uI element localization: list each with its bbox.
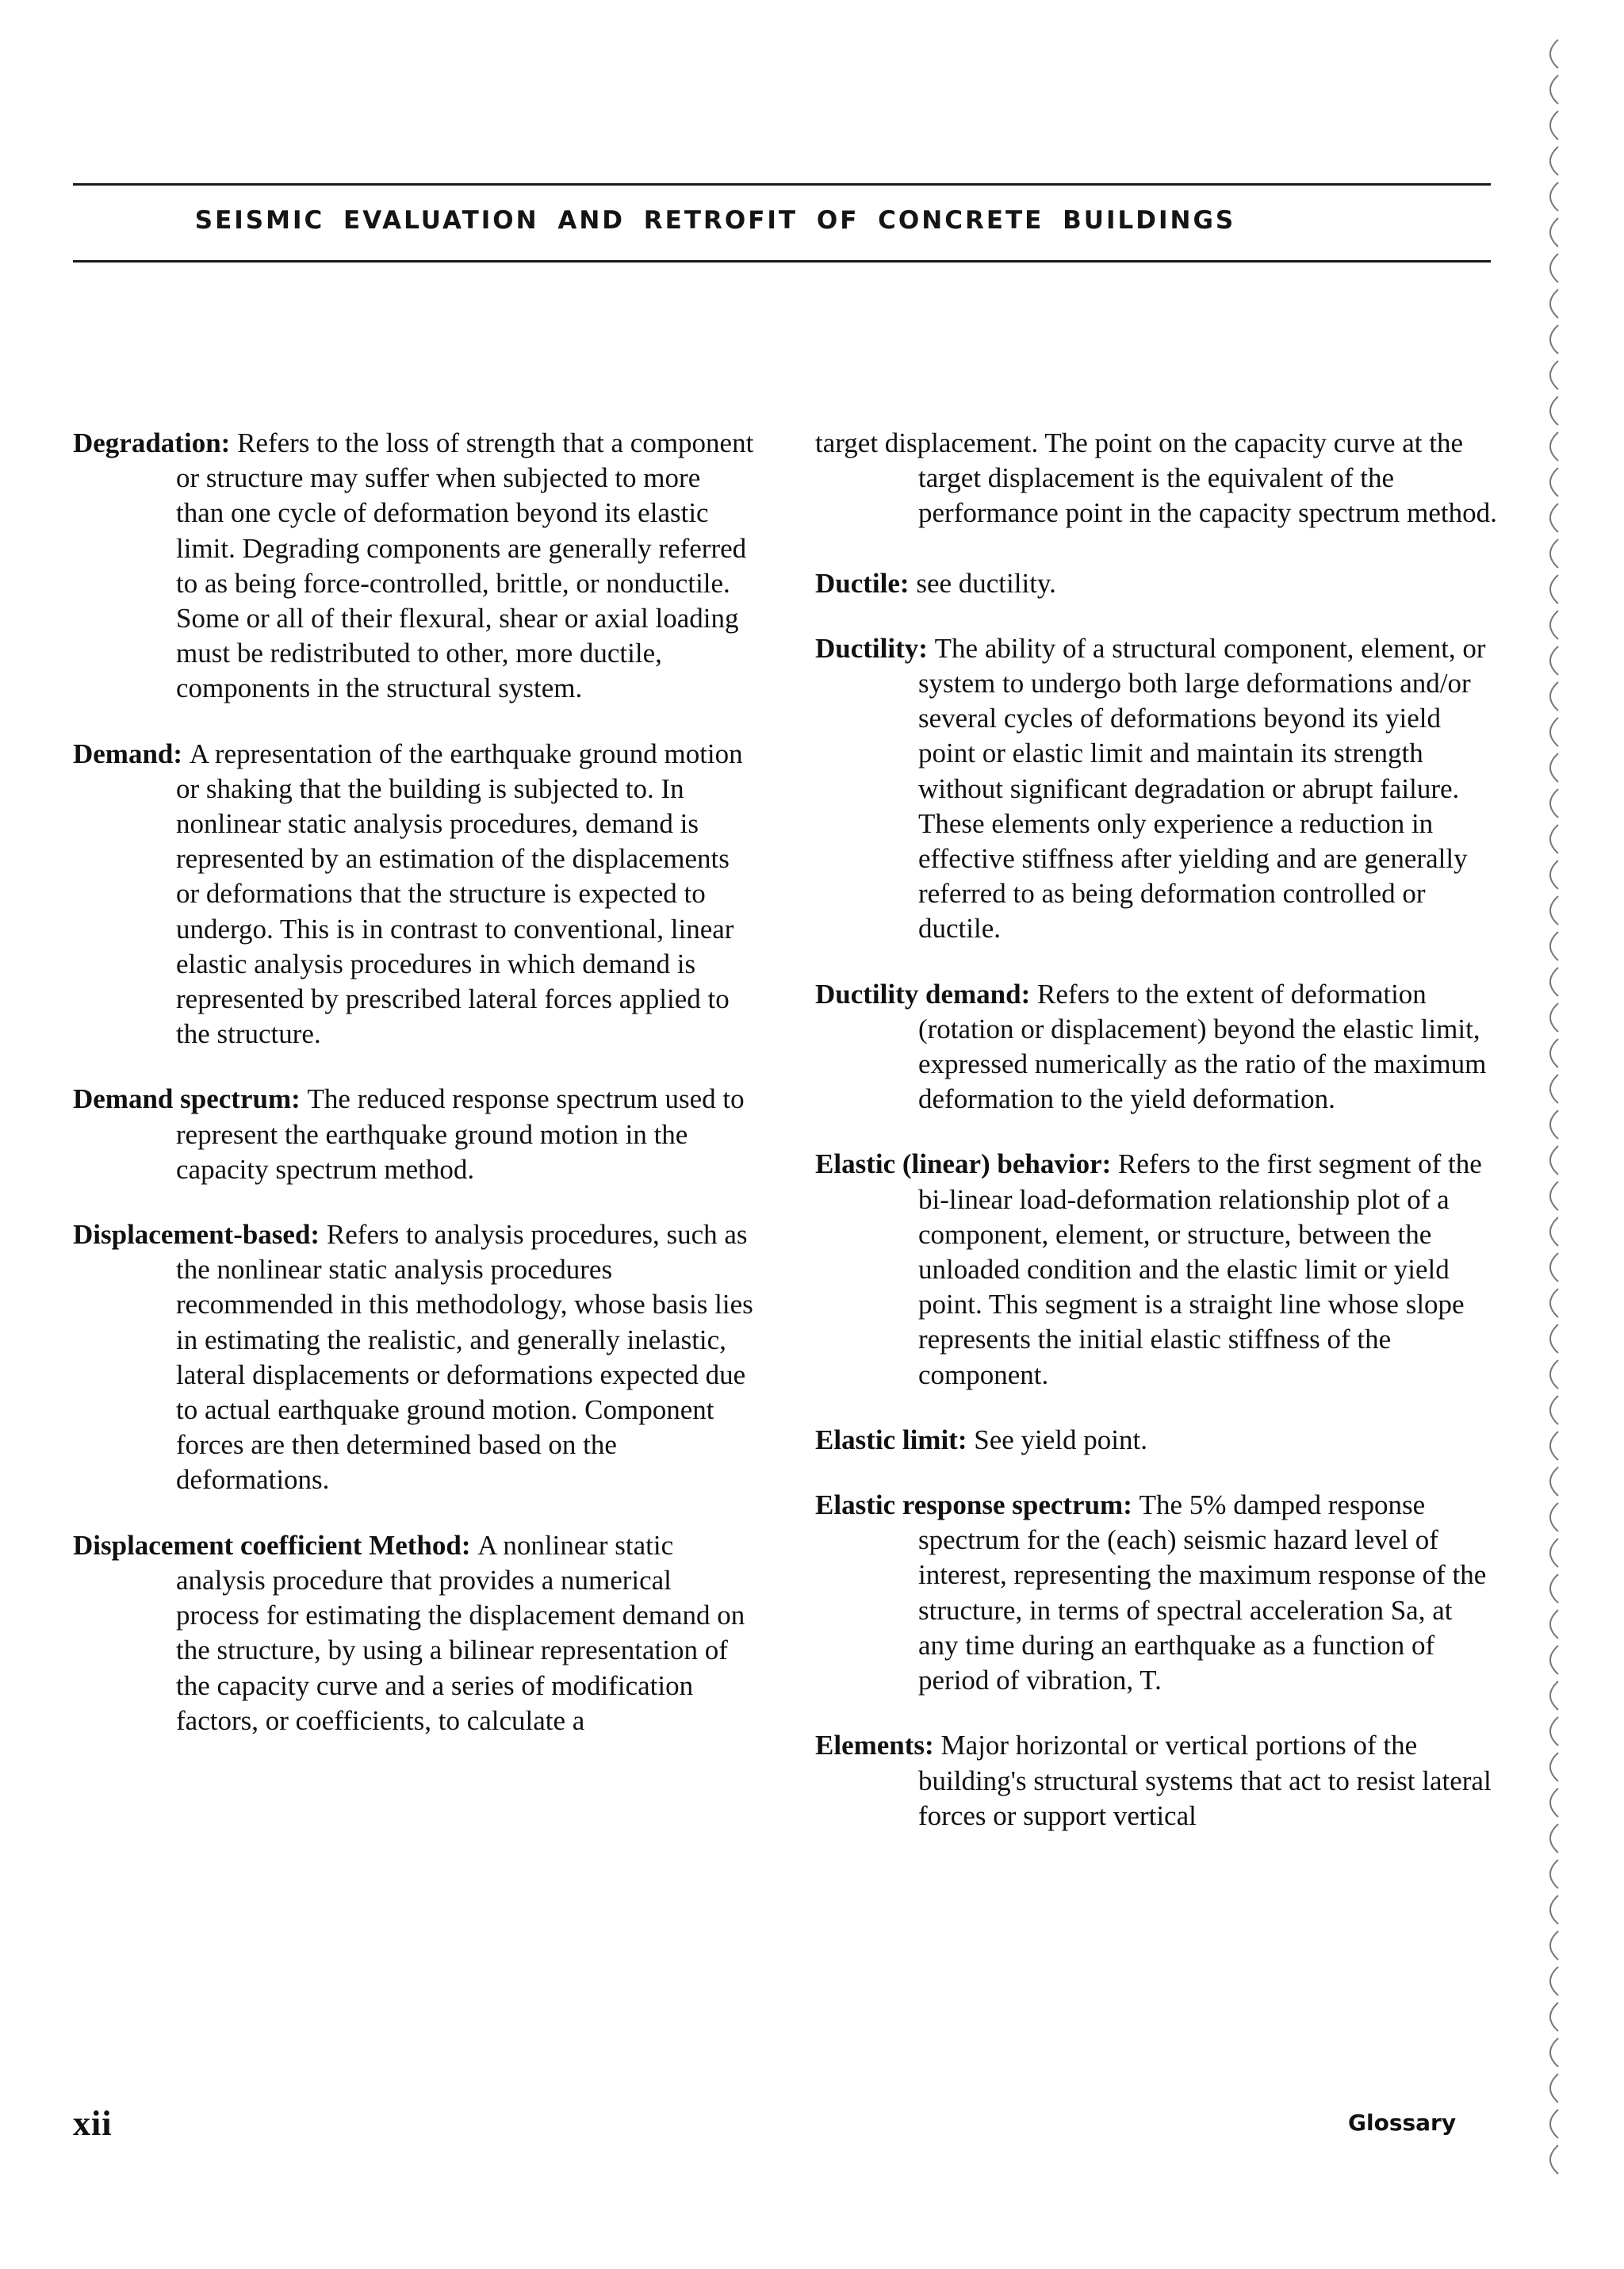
binding-hole-mark [1550,1075,1558,1103]
binding-hole-mark [1550,147,1558,175]
glossary-definition: Major horizontal or vertical portions of the building's structural systems that act to resist lateral forces or support vertical [918,1730,1492,1831]
binding-hole-mark [1550,1432,1558,1460]
binding-hole-mark [1550,2038,1558,2067]
glossary-entry-displacement-coefficient-method [73,1528,755,1738]
binding-hole-mark [1550,646,1558,675]
binding-hole-mark [1550,1003,1558,1032]
glossary-entry-degradation [73,426,755,707]
footer-section-name: Glossary [1348,2110,1457,2136]
spiral-binding-edge [1534,24,1606,2252]
binding-hole-mark [1550,1895,1558,1924]
binding-hole-mark [1550,218,1558,247]
binding-hole-mark [1550,682,1558,711]
binding-hole-mark [1550,111,1558,140]
glossary-term: Ductility demand: [815,978,1031,1010]
binding-hole-mark [1550,504,1558,532]
glossary-definition: A representation of the earthquake ground motion or shaking that the building is subjected to. In nonlinear static analysis procedures, demand is represented by an estimation of the displacements or deformations that the structure is expected to undergo. This is in contrast to conventional, linear elastic analysis procedures in which demand is represented by prescribed lateral forces applied to the structure. [176,738,743,1050]
glossary-definition: The reduced response spectrum used to represent the earthquake ground motion in the capacity spectrum method. [176,1083,745,1185]
binding-hole-mark [1550,1324,1558,1353]
glossary-definition: see ductility. [916,567,1056,599]
glossary-term: Displacement coefficient Method: [73,1529,471,1561]
binding-hole-mark [1550,1217,1558,1246]
binding-hole-mark [1550,1574,1558,1603]
glossary-entry-demand [73,737,755,1052]
binding-hole-mark [1550,1646,1558,1674]
binding-hole-mark [1550,1539,1558,1567]
glossary-term: Displacement-based: [73,1219,320,1251]
glossary-entry-demand-spectrum [73,1082,755,1187]
binding-hole-mark [1550,2003,1558,2031]
binding-hole-mark [1550,2145,1558,2174]
binding-hole-mark [1550,539,1558,568]
binding-hole-mark [1550,896,1558,925]
glossary-entry-elements [815,1728,1497,1834]
binding-hole-mark [1550,753,1558,782]
binding-hole-mark [1550,325,1558,354]
binding-hole-mark [1550,1360,1558,1389]
binding-hole-mark [1550,825,1558,853]
binding-hole-mark [1550,2074,1558,2102]
binding-hole-mark [1550,1681,1558,1710]
glossary-term: Demand spectrum: [73,1083,301,1115]
binding-hole-mark [1550,1717,1558,1746]
binding-hole-mark [1550,968,1558,996]
binding-hole-mark [1550,361,1558,389]
glossary-entry-displacement-based [73,1217,755,1498]
binding-hole-mark [1550,1860,1558,1888]
binding-hole-mark [1550,1253,1558,1282]
glossary-entry-elastic-response-spectrum [815,1488,1497,1698]
header-top-rule [73,183,1491,186]
binding-hole-mark [1550,1503,1558,1531]
glossary-term: Elements: [815,1730,934,1761]
binding-hole-mark [1550,1039,1558,1067]
glossary-definition: The 5% damped response spectrum for the (each) seismic hazard level of interest, representing the maximum response of the structure, in terms of spectral acceleration Sa, at any time during an earthquake as a function of period of vibration, T. [918,1489,1487,1696]
glossary-definition: Refers to analysis procedures, such as the nonlinear static analysis procedures recommended in this methodology, whose basis lies in estimating the realistic, and generally inelastic, lateral displacements or deformations expected due to actual earthquake ground motion. Component forces are then determined based on the deformations. [176,1219,753,1496]
page-number: xii [73,2104,113,2143]
binding-hole-mark [1550,432,1558,461]
binding-hole-mark [1550,575,1558,604]
glossary-definition: The ability of a structural component, element, or system to undergo both large deformations and/or several cycles of deformations beyond its yield point or elastic limit and maintain its strength without significant degradation or abrupt failure. These elements only experience a reduction in effective stiffness after yielding and are generally referred to as being deformation controlled or ductile. [918,632,1486,945]
binding-hole-mark [1550,397,1558,425]
binding-hole-mark [1550,1753,1558,1781]
glossary-left-column [73,426,755,1769]
binding-hole-mark [1550,718,1558,746]
glossary-entry-ductile [815,566,1497,601]
glossary-definition: A nonlinear static analysis procedure that provides a numerical process for estimating the displacement demand on the structure, by using a bilinear representation of the capacity curve and a series of modification factors, or coefficients, to calculate a [176,1529,745,1736]
glossary-definition: Refers to the first segment of the bi-linear load-deformation relationship plot of a component, element, or structure, between the unloaded condition and the elastic limit or yield point. This segment is a straight line whose slope represents the initial elastic stiffness of the component. [918,1148,1482,1390]
binding-hole-mark [1550,289,1558,318]
binding-hole-mark [1550,1931,1558,1960]
binding-hole-mark [1550,1396,1558,1424]
glossary-entry-ductility-demand [815,977,1497,1117]
binding-hole-mark [1550,40,1558,68]
binding-hole-mark [1550,860,1558,889]
binding-hole-mark [1550,1824,1558,1853]
binding-hole-mark [1550,611,1558,639]
glossary-right-column [815,426,1497,1864]
binding-hole-mark [1550,1110,1558,1139]
glossary-term: Ductile: [815,567,910,599]
binding-hole-mark [1550,1146,1558,1175]
binding-hole-mark [1550,75,1558,104]
glossary-entry-elastic-linear-behavior [815,1147,1497,1392]
binding-hole-mark [1550,1967,1558,1995]
binding-hole-mark [1550,1467,1558,1496]
glossary-definition: Refers to the loss of strength that a component or structure may suffer when subjected to more than one cycle of deformation beyond its elastic limit. Degrading components are generally referred to as being force-controlled, brittle, or nonductile. Some or all of their flexural, shear or axial loading must be redistributed to other, more ductile, components in the structural system. [176,427,754,704]
glossary-term: Elastic limit: [815,1424,967,1455]
binding-hole-mark [1550,182,1558,211]
binding-hole-mark [1550,1788,1558,1817]
glossary-entry-ductility [815,631,1497,947]
header-bottom-rule [73,260,1491,263]
glossary-entry-continuation: target displacement. The point on the capacity curve at the target displacement is the equivalent of the performance point in the capacity spectrum method. [815,427,1497,529]
glossary-definition: Refers to the extent of deformation (rotation or displacement) beyond the elastic limit, expressed numerically as the ratio of the maximum deformation to the yield deformation. [918,978,1487,1115]
glossary-entry-elastic-limit [815,1423,1497,1458]
binding-hole-mark [1550,1182,1558,1210]
glossary-term: Elastic response spectrum: [815,1489,1132,1521]
glossary-term: Degradation: [73,427,231,458]
binding-hole-mark [1550,468,1558,496]
binding-hole-mark [1550,932,1558,960]
binding-hole-mark [1550,789,1558,818]
running-header-title: SEISMIC EVALUATION AND RETROFIT OF CONCRETE BUILDINGS [194,206,1236,235]
glossary-term: Ductility: [815,632,928,664]
glossary-term: Elastic (linear) behavior: [815,1148,1112,1180]
glossary-term: Demand: [73,738,183,769]
binding-hole-mark [1550,2110,1558,2138]
binding-hole-mark [1550,1610,1558,1639]
binding-hole-mark [1550,254,1558,282]
glossary-definition: See yield point. [974,1424,1147,1455]
binding-hole-mark [1550,1289,1558,1317]
